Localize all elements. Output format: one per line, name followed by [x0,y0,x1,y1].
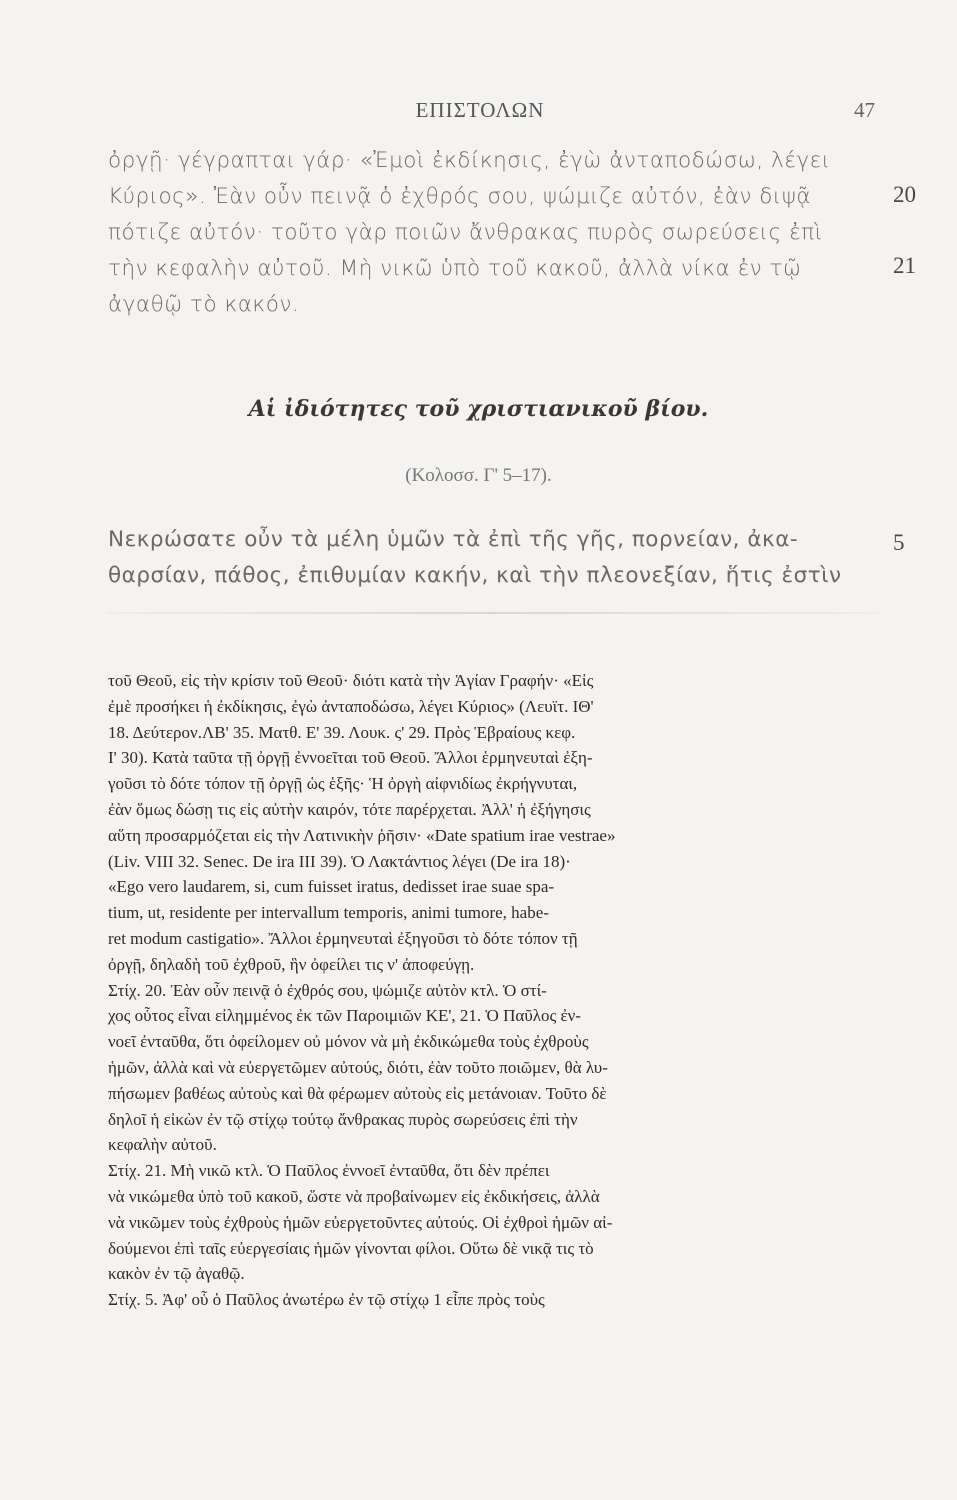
commentary-line: (Liv. VIII 32. Senec. De ira III 39). Ὁ Λακτάντιος λέγει (De ira 18)· [108,851,571,871]
text-line: τὴν κεφαλὴν αὐτοῦ. Μὴ νικῶ ὑπὸ τοῦ κακοῦ, ἀλλὰ νίκα ἐν τῷ [108,256,802,281]
section-heading: Αἱ ἰδιότητες τοῦ χριστιανικοῦ βίου. [248,396,709,422]
commentary-line: Στίχ. 5. Ἀφ' οὗ ὁ Παῦλος ἀνωτέρω ἐν τῷ στίχῳ 1 εἶπε πρὸς τοὺς [108,1290,545,1310]
commentary-line: κεφαλὴν αὐτοῦ. [108,1135,217,1155]
commentary-line: χος οὗτος εἶναι εἰλημμένος ἐκ τῶν Παροιμιῶν ΚΕ', 21. Ὁ Παῦλος ἐν- [108,1006,581,1026]
commentary-line: Στίχ. 21. Μὴ νικῶ κτλ. Ὁ Παῦλος ἐννοεῖ ἐνταῦθα, ὅτι δὲν πρέπει [108,1161,550,1181]
commentary-notes [108,668,868,1313]
page-header [0,98,957,128]
scripture-text-section [108,522,878,594]
commentary-line: νὰ νικώμεθα ὑπὸ τοῦ κακοῦ, ὥστε νὰ προβαίνωμεν εἰς ἐκδικήσεις, ἀλλὰ [108,1186,600,1206]
commentary-line: tium, ut, residente per intervallum temporis, animi tumore, habe- [108,903,549,923]
verse-number-20: 20 [893,182,916,207]
commentary-line: αὕτη προσαρμόζεται εἰς τὴν Λατινικὴν ῥῆσιν· «Date spatium irae vestrae» [108,825,616,845]
text-line: θαρσίαν, πάθος, ἐπιθυμίαν κακήν, καὶ τὴν πλεονεξίαν, ἥτις ἐστὶν [108,563,842,588]
text-line: πότιζε αὐτόν· τοῦτο γὰρ ποιῶν ἄνθρακας πυρὸς σωρεύσεις ἐπὶ [108,220,823,245]
commentary-line: 18. Δεύτερον.ΛΒ' 35. Ματθ. Ε' 39. Λουκ. ς' 29. Πρὸς Ἑβραίους κεφ. [108,722,576,742]
verse-number-21: 21 [893,253,916,278]
commentary-line: ret modum castigatio». Ἄλλοι ἑρμηνευταὶ ἐξηγοῦσι τὸ δότε τόπον τῇ [108,928,578,948]
commentary-line: ἐὰν ὅμως δώσῃ τις εἰς αὐτὴν καιρόν, τότε παρέρχεται. Ἀλλ' ἡ ἐξήγησις [108,799,591,819]
commentary-line: νοεῖ ἐνταῦθα, ὅτι ὀφείλομεν οὐ μόνον νὰ μὴ ἐκδικώμεθα τοὺς ἐχθροὺς [108,1032,589,1052]
running-title: ΕΠΙΣΤΟΛΩΝ [415,98,545,122]
scripture-text-top [108,143,878,323]
page-number: 47 [854,98,875,122]
text-line: Κύριος». Ἐὰν οὖν πεινᾷ ὁ ἐχθρός σου, ψώμιζε αὐτόν, ἐὰν διψᾷ [108,184,812,209]
commentary-line: νὰ νικῶμεν τοὺς ἐχθροὺς ἡμῶν εὐεργετοῦντες αὐτούς. Οἱ ἐχθροὶ ἡμῶν αἰ- [108,1212,613,1232]
commentary-line: γοῦσι τὸ δότε τόπον τῇ ὀργῇ ὡς ἑξῆς· Ἡ ὀργὴ αἰφνιδίως ἐκρήγνυται, [108,774,578,794]
commentary-line: Στίχ. 20. Ἐὰν οὖν πεινᾷ ὁ ἐχθρός σου, ψώμιζε αὐτὸν κτλ. Ὁ στί- [108,980,547,1000]
text-line: ἀγαθῷ τὸ κακόν. [108,292,300,317]
commentary-line: ὀργῇ, δηλαδὴ τοῦ ἐχθροῦ, ἣν ὀφείλει τις ν' ἀποφεύγῃ. [108,954,475,974]
commentary-line: κακὸν ἐν τῷ ἀγαθῷ. [108,1264,245,1284]
commentary-line: «Ego vero laudarem, si, cum fuisset iratus, dedisset irae suae spa- [108,877,555,897]
divider-rule [108,612,878,614]
verse-number-5: 5 [893,530,905,555]
commentary-line: δηλοῖ ἡ εἰκὼν ἐν τῷ στίχῳ τούτῳ ἄνθρακας πυρὸς σωρεύσεις ἐπὶ τὴν [108,1109,578,1129]
text-line: Νεκρώσατε οὖν τὰ μέλη ὑμῶν τὰ ἐπὶ τῆς γῆς, πορνείαν, ἀκα- [108,527,799,552]
section-reference: (Κολοσσ. Γ' 5–17). [405,465,552,486]
text-line: ὀργῇ· γέγραπται γάρ· «Ἐμοὶ ἐκδίκησις, ἐγὼ ἀνταποδώσω, λέγει [108,148,831,173]
commentary-line: Ι' 30). Κατὰ ταῦτα τῇ ὀργῇ ἐννοεῖται τοῦ Θεοῦ. Ἄλλοι ἑρμηνευταὶ ἐξη- [108,748,593,768]
commentary-line: ἡμῶν, ἀλλὰ καὶ νὰ εὐεργετῶμεν αὐτούς, διότι, ἐὰν τοῦτο ποιῶμεν, θὰ λυ- [108,1057,608,1077]
commentary-line: τοῦ Θεοῦ, εἰς τὴν κρίσιν τοῦ Θεοῦ· διότι κατὰ τὴν Ἁγίαν Γραφήν· «Εἰς [108,671,594,690]
commentary-line: δούμενοι ἐπὶ ταῖς εὐεργεσίαις ἡμῶν γίνονται φίλοι. Οὕτω δὲ νικᾷ τις τὸ [108,1238,594,1258]
commentary-line: ἐμὲ προσήκει ἡ ἐκδίκησις, ἐγὼ ἀνταποδώσω, λέγει Κύριος» (Λευϊτ. ΙΘ' [108,696,594,716]
commentary-line: πήσωμεν βαθέως αὐτοὺς καὶ θὰ φέρωμεν αὐτοὺς εἰς μετάνοιαν. Τοῦτο δὲ [108,1083,607,1103]
